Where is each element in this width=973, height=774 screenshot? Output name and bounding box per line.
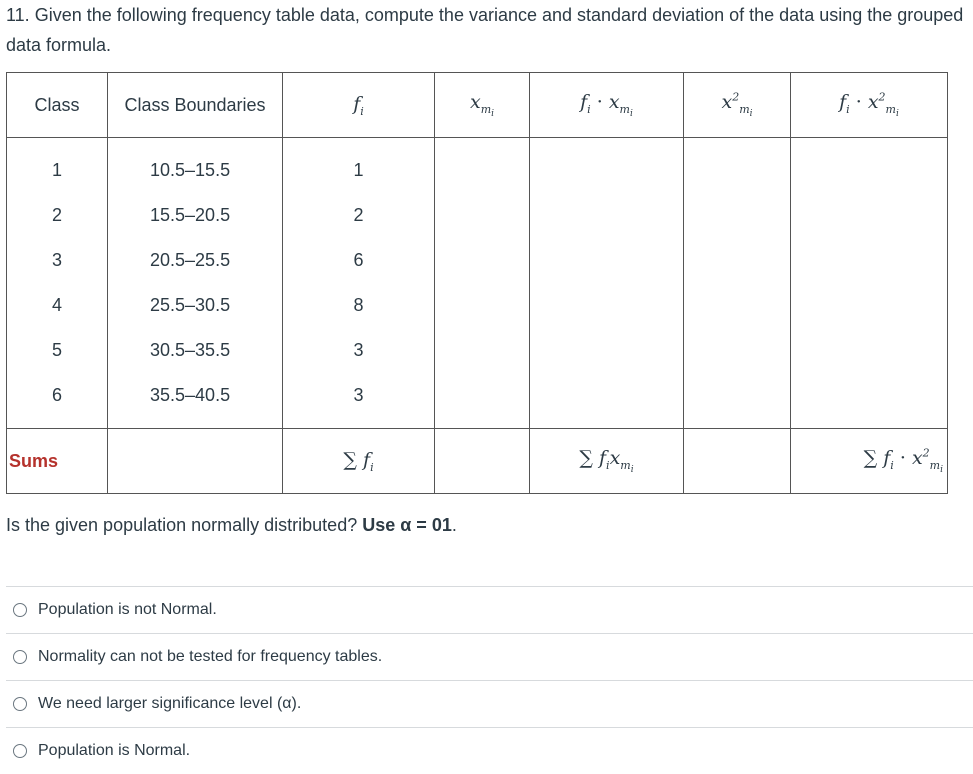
question-text: 11. Given the following frequency table data, compute the variance and standard deviation of the data using the grouped data formula. xyxy=(6,5,964,55)
option-label: We need larger significance level (α). xyxy=(38,695,302,712)
option-label: Population is Normal. xyxy=(38,742,191,759)
boundary-cell: 15.5–20.5 xyxy=(150,205,231,225)
class-cell: 4 xyxy=(51,295,62,315)
boundary-cell: 25.5–30.5 xyxy=(150,295,231,315)
class-cell: 3 xyxy=(51,250,62,270)
header-f-times-x: $f_i \cdot x_{m_i}$ xyxy=(530,73,684,138)
frequency-cell: 2 xyxy=(353,205,364,225)
class-cell: 2 xyxy=(51,205,62,225)
normality-prompt: Is the given population normally distributed? Use α = 01. xyxy=(6,515,457,535)
header-frequency: $f_i$ xyxy=(283,73,435,138)
frequency-cell: 8 xyxy=(353,295,364,315)
class-cell: 5 xyxy=(51,340,62,360)
radio-button[interactable] xyxy=(13,744,27,758)
header-row xyxy=(7,73,948,138)
midpoint-column-empty[interactable] xyxy=(435,138,530,429)
boundary-cell: 10.5–15.5 xyxy=(150,160,231,180)
radio-button[interactable] xyxy=(13,650,27,664)
f-times-x-column-empty[interactable] xyxy=(530,138,684,429)
option-label: Normality can not be tested for frequency tables. xyxy=(38,648,383,665)
boundary-cell: 35.5–40.5 xyxy=(150,385,231,405)
sums-label: Sums xyxy=(7,429,108,494)
header-class: Class xyxy=(7,73,108,138)
class-cell: 6 xyxy=(51,385,62,405)
header-class-boundaries: Class Boundaries xyxy=(108,73,283,138)
class-cell: 1 xyxy=(51,160,62,180)
sums-boundaries-empty xyxy=(108,429,283,494)
option-normal[interactable] xyxy=(6,727,973,774)
frequency-cell: 1 xyxy=(353,160,364,180)
class-column xyxy=(7,138,108,429)
frequency-column xyxy=(283,138,435,429)
header-midpoint: $x_{m_i}$ xyxy=(435,73,530,138)
sums-row xyxy=(7,429,948,494)
option-not-normal[interactable] xyxy=(6,586,973,633)
option-larger-alpha[interactable] xyxy=(6,680,973,727)
frequency-cell: 3 xyxy=(353,340,364,360)
radio-button[interactable] xyxy=(13,603,27,617)
sum-midpoint-empty xyxy=(435,429,530,494)
option-cannot-test[interactable] xyxy=(6,633,973,680)
radio-button[interactable] xyxy=(13,697,27,711)
frequency-table xyxy=(6,72,948,494)
header-x-squared: $x^2_{m_i}$ xyxy=(684,73,791,138)
alpha-instruction: Use α = 01 xyxy=(362,515,452,535)
sum-frequency: ∑ $f_i$ xyxy=(283,429,435,494)
sum-f-times-x-squared: ∑ $f_i \cdot x^2_{m_i}$ xyxy=(791,429,948,494)
header-f-times-x-squared: $f_i \cdot x^2_{m_i}$ xyxy=(791,73,948,138)
x-squared-column-empty[interactable] xyxy=(684,138,791,429)
sum-f-times-x: ∑ $f_ix_{m_i}$ xyxy=(530,429,684,494)
boundaries-column xyxy=(108,138,283,429)
frequency-cell: 6 xyxy=(353,250,364,270)
option-label: Population is not Normal. xyxy=(38,601,217,618)
answer-options xyxy=(6,586,973,774)
data-body xyxy=(7,138,948,429)
boundary-cell: 30.5–35.5 xyxy=(150,340,231,360)
sum-x-squared-empty xyxy=(684,429,791,494)
frequency-cell: 3 xyxy=(353,385,364,405)
f-times-x-squared-column-empty[interactable] xyxy=(791,138,948,429)
boundary-cell: 20.5–25.5 xyxy=(150,250,231,270)
